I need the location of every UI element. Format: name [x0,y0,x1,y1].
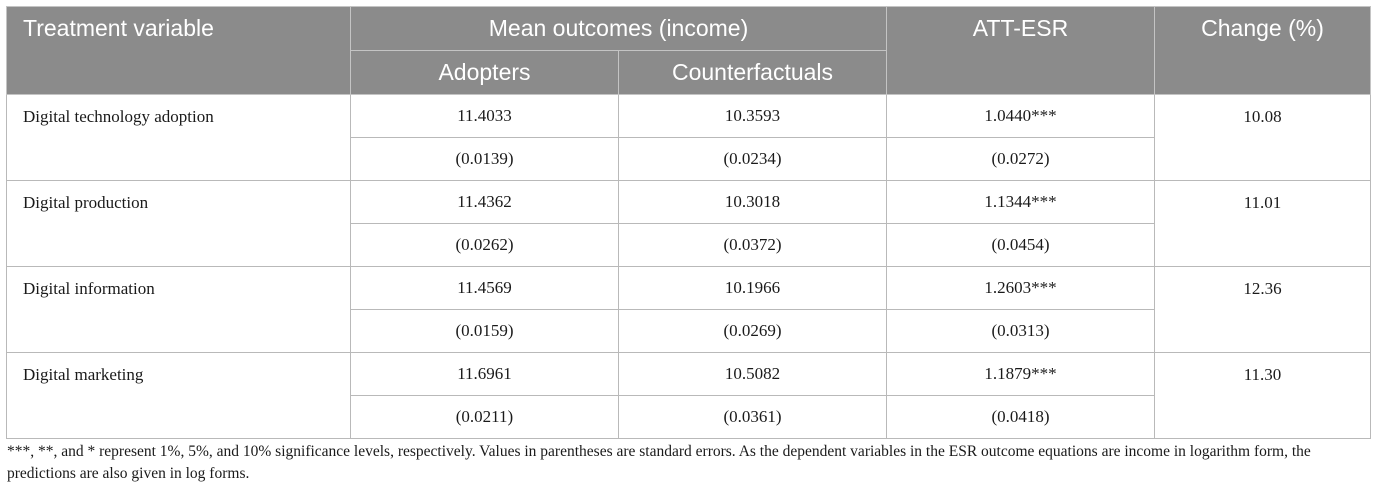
att-value: 1.1879*** [887,353,1155,396]
counterfactuals-value: 10.3018 [619,181,887,224]
table-header [7,7,1371,95]
adopters-se: (0.0211) [351,396,619,439]
counterfactuals-se: (0.0234) [619,138,887,181]
row-label: Digital technology adoption [7,95,351,181]
adopters-se: (0.0262) [351,224,619,267]
att-se: (0.0272) [887,138,1155,181]
adopters-value: 11.4569 [351,267,619,310]
adopters-value: 11.6961 [351,353,619,396]
row-label: Digital production [7,181,351,267]
counterfactuals-se: (0.0361) [619,396,887,439]
att-value: 1.2603*** [887,267,1155,310]
change-value: 11.01 [1155,181,1371,267]
header-change: Change (%) [1155,7,1371,95]
row-label: Digital marketing [7,353,351,439]
header-treatment-variable: Treatment variable [7,7,351,95]
change-value: 10.08 [1155,95,1371,181]
table-body [7,95,1371,439]
att-value: 1.1344*** [887,181,1155,224]
table-row [7,95,1371,138]
table-row [7,181,1371,224]
att-se: (0.0313) [887,310,1155,353]
att-value: 1.0440*** [887,95,1155,138]
row-label: Digital information [7,267,351,353]
counterfactuals-se: (0.0372) [619,224,887,267]
change-value: 11.30 [1155,353,1371,439]
header-mean-outcomes: Mean outcomes (income) [351,7,887,51]
table-footnote: ***, **, and * represent 1%, 5%, and 10% significance levels, respectively. Values in parentheses are standard errors. As the dependent variables in the ESR outcome equations are income in logarithm form, the predictions are also given in log forms. [7,443,1311,482]
counterfactuals-value: 10.5082 [619,353,887,396]
adopters-value: 11.4033 [351,95,619,138]
att-se: (0.0418) [887,396,1155,439]
header-adopters: Adopters [351,51,619,95]
adopters-value: 11.4362 [351,181,619,224]
adopters-se: (0.0159) [351,310,619,353]
results-table [6,6,1371,439]
table-row [7,353,1371,396]
counterfactuals-value: 10.1966 [619,267,887,310]
counterfactuals-value: 10.3593 [619,95,887,138]
att-se: (0.0454) [887,224,1155,267]
header-att-esr: ATT-ESR [887,7,1155,95]
counterfactuals-se: (0.0269) [619,310,887,353]
header-counterfactuals: Counterfactuals [619,51,887,95]
adopters-se: (0.0139) [351,138,619,181]
change-value: 12.36 [1155,267,1371,353]
table-row [7,267,1371,310]
